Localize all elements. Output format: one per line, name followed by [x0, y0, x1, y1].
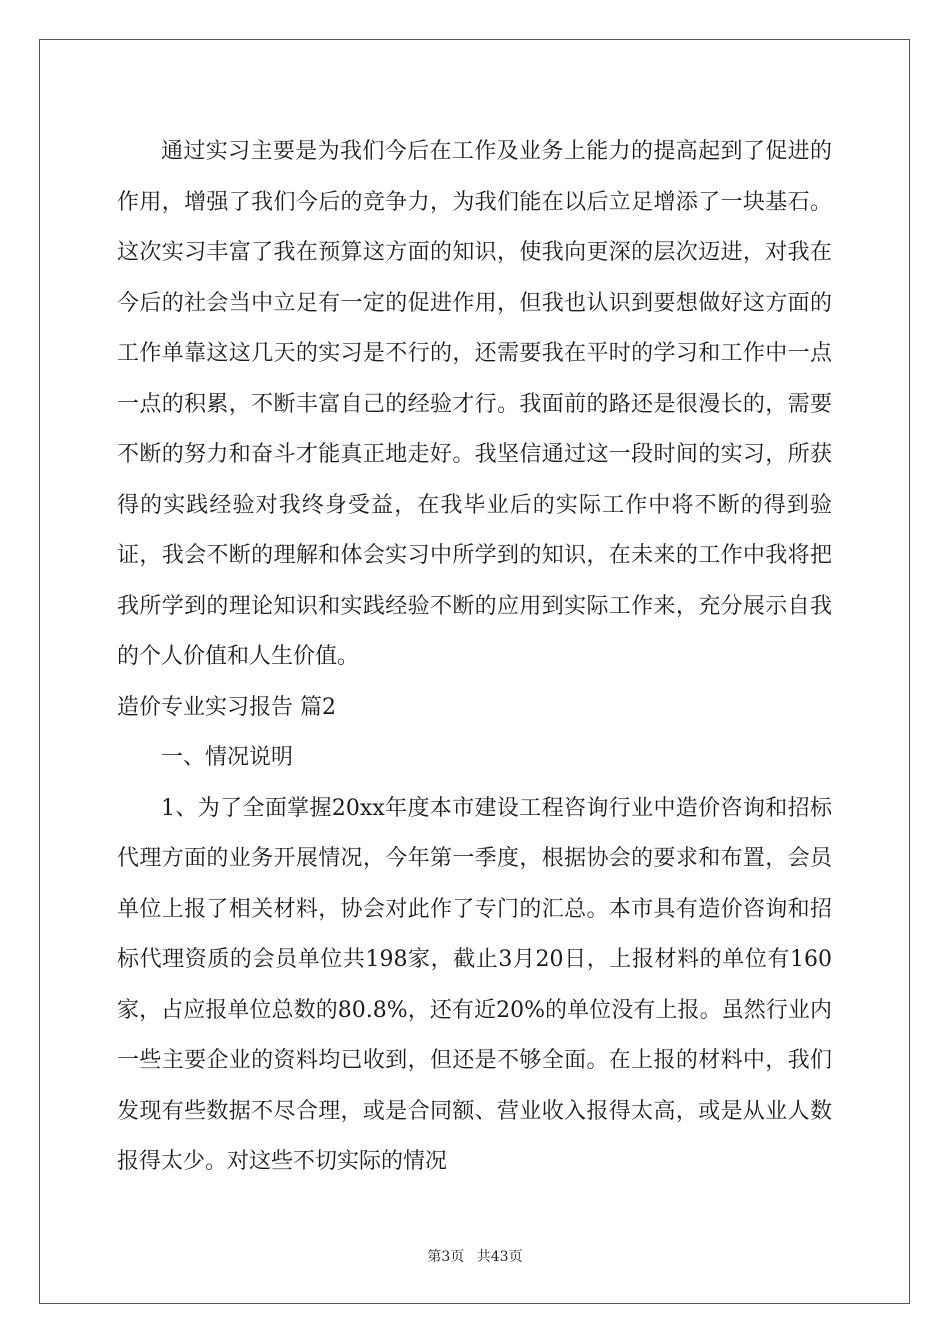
subsection-title: 一、情况说明 — [161, 745, 294, 770]
section-title: 造价专业实习报告 篇2 — [117, 694, 336, 720]
page-total: 共43页 — [476, 1249, 523, 1265]
paragraph-situation: 1、为了全面掌握20xx年度本市建设工程咨询行业中造价咨询和招标代理方面的业务开展情况，今年第一季度，根据协会的要求和布置，会员单位上报了相关材料，协会对此作了专门的汇总。本市具有造价咨询和招标代理资质的会员单位共198家，截止3月20日，上报材料的单位有160家，占应报单位总数的80.8%，还有近20%的单位没有上报。虽然行业内一些主要企业的资料均已收到，但还是不够全面。在上报的材料中，我们发现有些数据不尽合理，或是合同额、营业收入报得太高，或是从业人数报得太少。对这些不切实际的情况 — [117, 795, 832, 1174]
document-body — [117, 127, 832, 1188]
page-footer — [0, 1246, 950, 1266]
page-number: 第3页 — [427, 1249, 465, 1265]
paragraph-conclusion: 通过实习主要是为我们今后在工作及业务上能力的提高起到了促进的作用，增强了我们今后的竞争力，为我们能在以后立足增添了一块基石。这次实习丰富了我在预算这方面的知识，使我向更深的层次迈进，对我在今后的社会当中立足有一定的促进作用，但我也认识到要想做好这方面的工作单靠这这几天的实习是不行的，还需要我在平时的学习和工作中一点一点的积累，不断丰富自己的经验才行。我面前的路还是很漫长的，需要不断的努力和奋斗才能真正地走好。我坚信通过这一段时间的实习，所获得的实践经验对我终身受益，在我毕业后的实际工作中将不断的得到验证，我会不断的理解和体会实习中所学到的知识，在未来的工作中我将把我所学到的理论知识和实践经验不断的应用到实际工作来，充分展示自我的个人价值和人生价值。 — [117, 139, 832, 669]
